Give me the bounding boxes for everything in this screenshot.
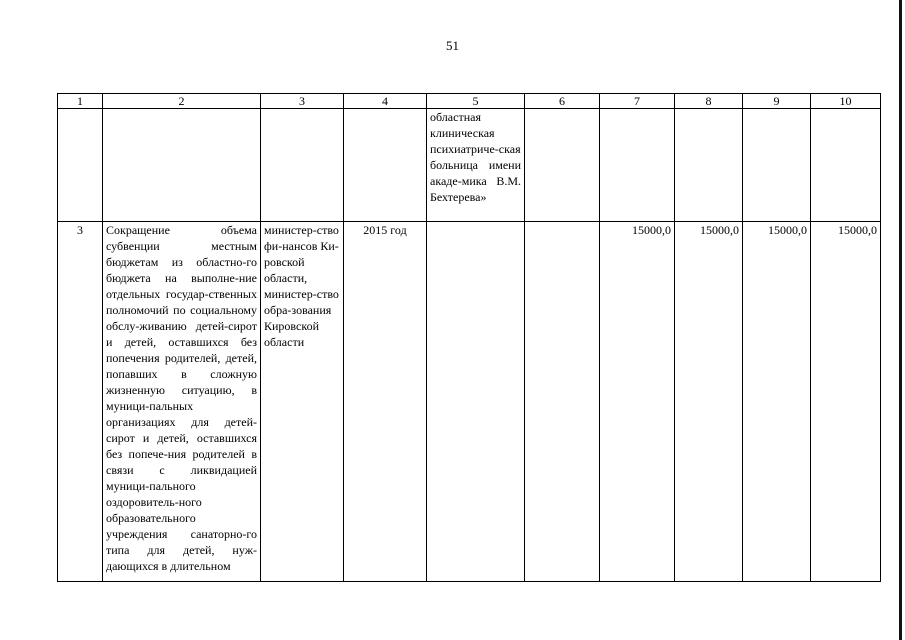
cell-col8 [675,109,743,222]
col-header-9: 9 [743,94,811,109]
header-row [58,94,881,109]
col-header-4: 4 [344,94,427,109]
cell-number: 3 [58,222,103,582]
cell-measure: Сокращение объема субвенции местным бюджетам из областно-го бюджета на выполне-ние отдельных государ-ственных полномочий по социальному обслу-живанию детей-сирот и детей, оставшихся без попечения родителей, детей, попавших в сложную жизненную ситуацию, в муници-пальных организациях для детей-сирот и детей, оставшихся без попече-ния родителей в связи с ликвидацией муници-пального оздоровитель-ного образовательного учреждения санаторно-го типа для детей, нуж-дающихся в длительном [103,222,261,582]
col-header-1: 1 [58,94,103,109]
page-number: 51 [446,38,459,53]
cell-col5: областная клиническая психиатриче-ская больница имени акаде-мика В.М. Бехтерева» [427,109,525,222]
cell-col5 [427,222,525,582]
cell-measure [103,109,261,222]
cell-col6 [525,109,600,222]
col-header-6: 6 [525,94,600,109]
col-header-5: 5 [427,94,525,109]
cell-executor [261,109,344,222]
table-row-continuation [58,109,881,222]
cell-col7: 15000,0 [600,222,675,582]
cell-period [344,109,427,222]
cell-col10 [811,109,881,222]
cell-col9: 15000,0 [743,222,811,582]
cell-col6 [525,222,600,582]
col-header-10: 10 [811,94,881,109]
col-header-3: 3 [261,94,344,109]
col-header-8: 8 [675,94,743,109]
cell-number [58,109,103,222]
cell-period: 2015 год [344,222,427,582]
cell-col9 [743,109,811,222]
col-header-2: 2 [103,94,261,109]
col-header-7: 7 [600,94,675,109]
table-row-3 [58,222,881,582]
cell-col8: 15000,0 [675,222,743,582]
budget-table [57,93,881,582]
cell-executor: министер-ство фи-нансов Ки-ровской области, министер-ство обра-зования Кировской области [261,222,344,582]
page-edge-line [899,0,902,640]
cell-col7 [600,109,675,222]
cell-col10: 15000,0 [811,222,881,582]
